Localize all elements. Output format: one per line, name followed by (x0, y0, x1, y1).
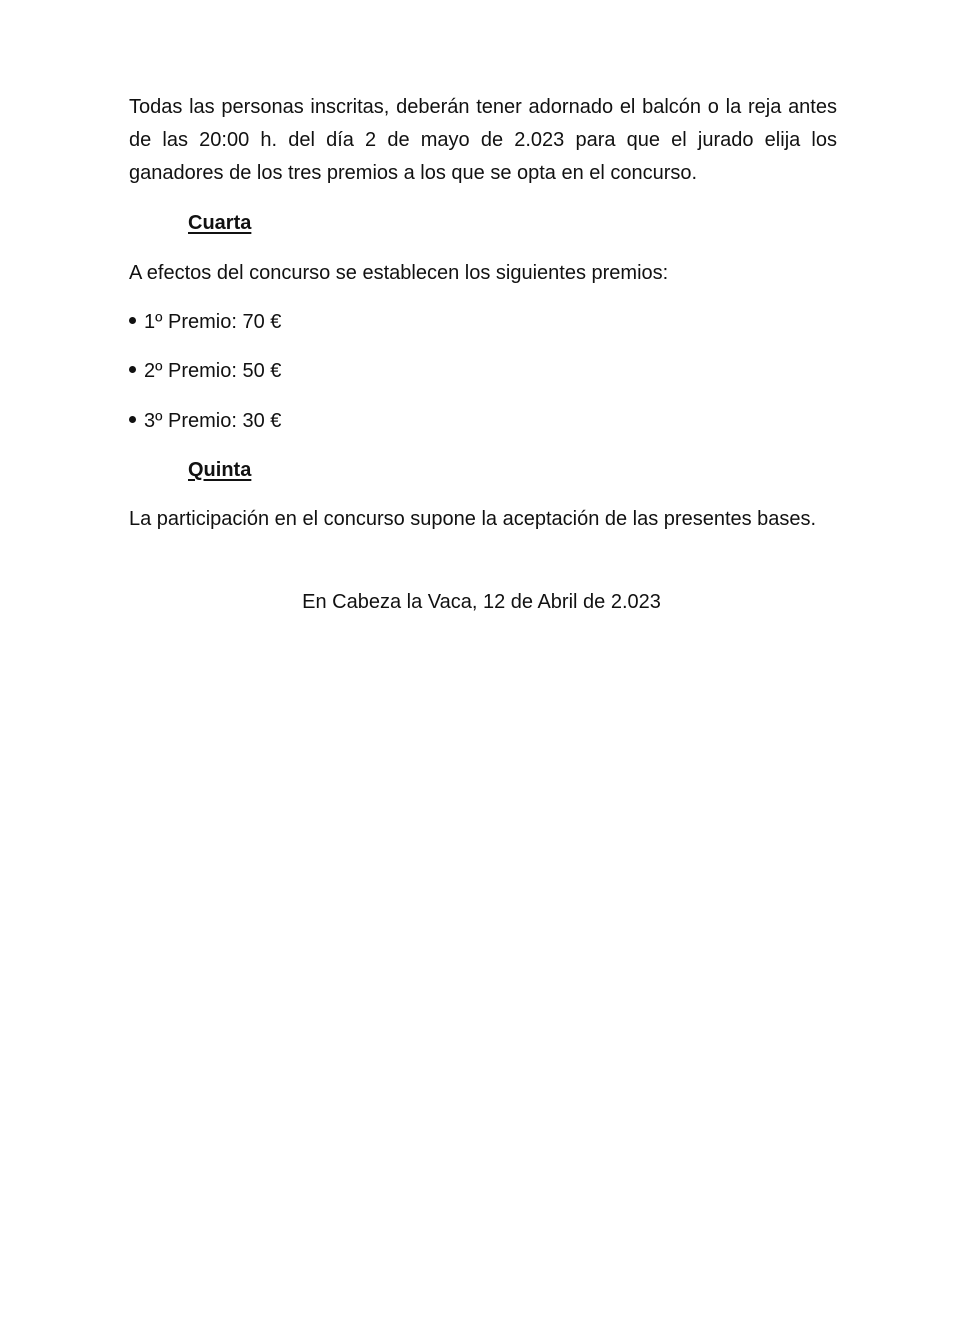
bullet-icon (129, 416, 136, 423)
heading-quinta: Quinta (188, 459, 252, 481)
acceptance-paragraph: La participación en el concurso supone la aceptación de las presentes bases. (129, 508, 817, 530)
prize-item-2 (129, 355, 281, 388)
prize-label: 2º Premio: 50 € (144, 360, 282, 382)
prizes-intro-text: A efectos del concurso se establecen los siguientes premios: (129, 262, 669, 284)
closing-date-line: En Cabeza la Vaca, 12 de Abril de 2.023 (302, 591, 661, 613)
prize-label: 3º Premio: 30 € (144, 410, 282, 432)
prize-label: 1º Premio: 70 € (144, 311, 282, 333)
bullet-icon (129, 366, 136, 373)
heading-cuarta: Cuarta (188, 212, 252, 234)
prize-item-1 (129, 306, 281, 339)
prize-item-3 (129, 405, 281, 438)
bullet-icon (129, 317, 136, 324)
intro-paragraph: Todas las personas inscritas, deberán tener adornado el balcón o la reja antes de las 20:00 h. del día 2 de mayo de 2.023 para que el jurado elija los ganadores de los tres premios a los que se opta en el concurso. (129, 96, 837, 184)
